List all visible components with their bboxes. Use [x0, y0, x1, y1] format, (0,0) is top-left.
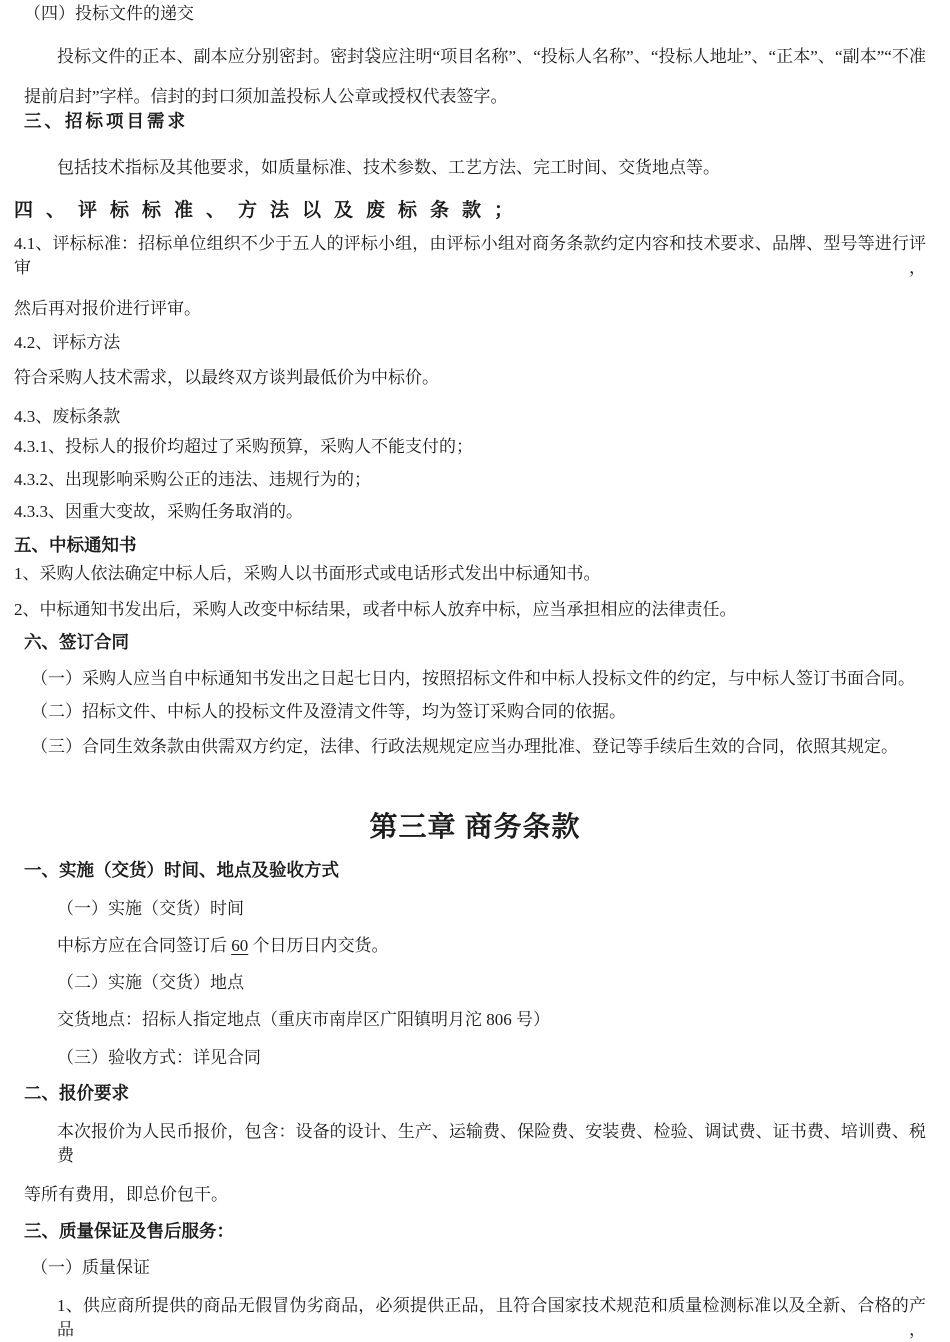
para-quotation-line2: 等所有费用，即总价包干。	[24, 1185, 228, 1204]
para-tender-requirements: 包括技术指标及其他要求，如质量标准、技术参数、工艺方法、完工时间、交货地点等。	[57, 158, 720, 177]
delivery-deadline-suffix: 个日历日内交货。	[248, 936, 389, 955]
heading-evaluation-criteria: 四、评标标准、方法以及废标条款；	[14, 200, 527, 221]
para-evaluation-method: 符合采购人技术需求，以最终双方谈判最低价为中标价。	[14, 368, 439, 387]
heading-sign-contract: 六、签订合同	[24, 632, 129, 652]
heading-bid-submission: （四）投标文件的递交	[24, 4, 194, 23]
para-award-notice-2: 2、中标通知书发出后，采购人改变中标结果，或者中标人放弃中标，应当承担相应的法律责任。	[14, 600, 737, 619]
heading-delivery-time-place: 一、实施（交货）时间、地点及验收方式	[24, 860, 339, 880]
delivery-deadline-prefix: 中标方应在合同签订后	[57, 936, 232, 955]
heading-tender-requirements: 三、招标项目需求	[24, 111, 188, 131]
heading-quotation-requirements: 二、报价要求	[24, 1083, 129, 1103]
para-evaluation-criteria-line2: 然后再对报价进行评审。	[14, 299, 201, 318]
delivery-days-value: 60	[231, 936, 249, 955]
para-rejection-clause-2: 4.3.2、出现影响采购公正的违法、违规行为的；	[14, 470, 371, 489]
subheading-acceptance-method: （三）验收方式：详见合同	[57, 1048, 261, 1067]
para-delivery-deadline	[24, 934, 926, 958]
para-sign-contract-2: （二）招标文件、中标人的投标文件及澄清文件等，均为签订采购合同的依据。	[31, 702, 626, 721]
chapter-title: 第三章 商务条款	[369, 812, 581, 843]
subheading-delivery-time: （一）实施（交货）时间	[57, 899, 244, 918]
heading-award-notice: 五、中标通知书	[14, 535, 137, 555]
para-bid-submission-line1: 投标文件的正本、副本应分别密封。密封袋应注明“项目名称”、“投标人名称”、“投标人地址”、“正本”、“副本”“不准	[57, 47, 926, 66]
para-bid-submission-line2: 提前启封”字样。信封的封口须加盖投标人公章或授权代表签字。	[24, 87, 508, 106]
heading-quality-after-sales: 三、质量保证及售后服务：	[24, 1221, 234, 1241]
para-rejection-clause-3: 4.3.3、因重大变故，采购任务取消的。	[14, 502, 303, 521]
subheading-quality-guarantee: （一）质量保证	[31, 1258, 150, 1277]
para-quotation-line1: 本次报价为人民币报价，包含：设备的设计、生产、运输费、保险费、安装费、检验、调试费、证书费、培训费、税费	[57, 1122, 926, 1165]
para-sign-contract-3: （三）合同生效条款由供需双方约定，法律、行政法规规定应当办理批准、登记等手续后生效的合同，依照其规定。	[31, 737, 898, 756]
para-rejection-clause-1: 4.3.1、投标人的报价均超过了采购预算，采购人不能支付的；	[14, 437, 473, 456]
para-quality-guarantee-1: 1、供应商所提供的商品无假冒伪劣商品，必须提供正品，且符合国家技术规范和质量检测标准以及全新、合格的产品，	[57, 1296, 926, 1339]
heading-evaluation-method: 4.2、评标方法	[14, 333, 121, 352]
subheading-delivery-place: （二）实施（交货）地点	[57, 973, 244, 992]
heading-rejection-clauses: 4.3、废标条款	[14, 407, 121, 426]
para-delivery-address: 交货地点：招标人指定地点（重庆市南岸区广阳镇明月沱 806 号）	[57, 1010, 550, 1029]
para-sign-contract-1: （一）采购人应当自中标通知书发出之日起七日内，按照招标文件和中标人投标文件的约定，与中标人签订书面合同。	[31, 669, 915, 688]
para-evaluation-criteria-line1: 4.1、评标标准：招标单位组织不少于五人的评标小组，由评标小组对商务条款约定内容和技术要求、品牌、型号等进行评审，	[14, 234, 926, 277]
para-award-notice-1: 1、采购人依法确定中标人后，采购人以书面形式或电话形式发出中标通知书。	[14, 564, 601, 583]
